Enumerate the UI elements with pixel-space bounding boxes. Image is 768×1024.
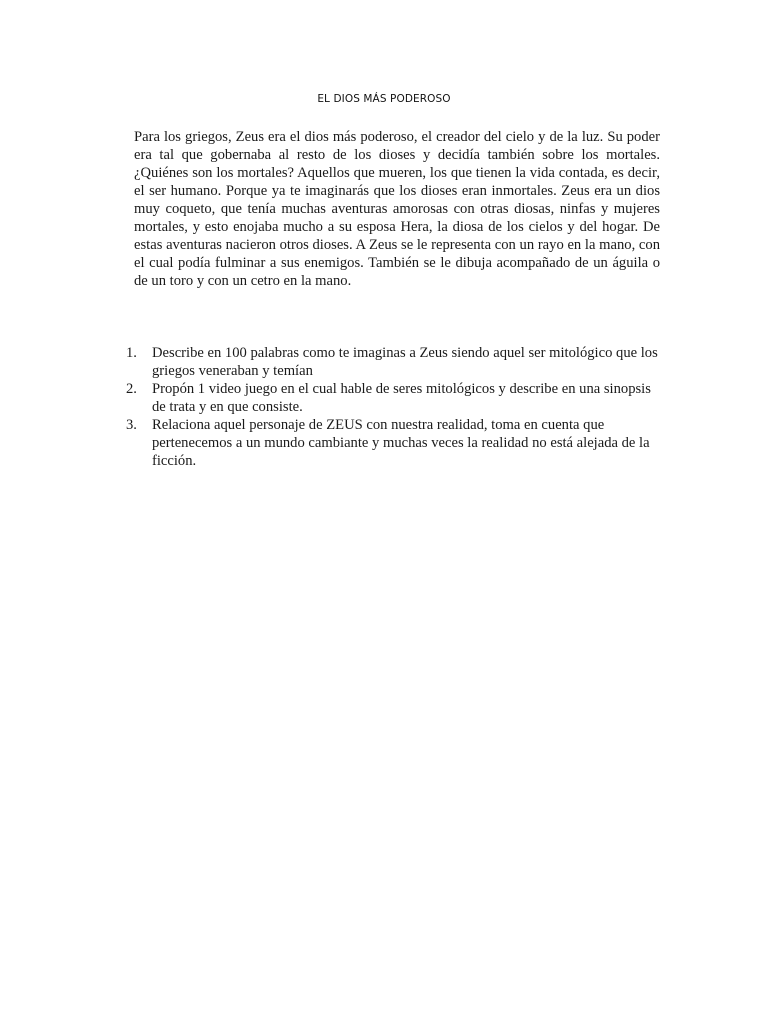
- question-text: Relaciona aquel personaje de ZEUS con nuestra realidad, toma en cuenta que pertenecemos a un mundo cambiante y muchas veces la realidad no está alejada de la ficción.: [152, 417, 650, 469]
- question-item: [126, 380, 666, 416]
- question-number: 3.: [126, 417, 137, 433]
- question-item: [126, 416, 666, 470]
- question-number: 1.: [126, 345, 137, 361]
- question-number: 2.: [126, 381, 137, 397]
- question-text: Propón 1 video juego en el cual hable de seres mitológicos y describe en una sinopsis de trata y en que consiste.: [152, 381, 651, 415]
- document-title: EL DIOS MÁS PODEROSO: [317, 93, 451, 105]
- question-list: [126, 344, 666, 470]
- question-item: [126, 344, 666, 380]
- question-text: Describe en 100 palabras como te imaginas a Zeus siendo aquel ser mitológico que los griegos veneraban y temían: [152, 345, 658, 379]
- body-paragraph: Para los griegos, Zeus era el dios más poderoso, el creador del cielo y de la luz. Su poder era tal que gobernaba al resto de los dioses y decidía también sobre los mortales. ¿Quiénes son los mortales? Aquellos que mueren, los que tienen la vida contada, es decir, el ser humano. Porque ya te imaginarás que los dioses eran inmortales. Zeus era un dios muy coqueto, que tenía muchas aventuras amorosas con otras diosas, ninfas y mujeres mortales, y esto enojaba mucho a su esposa Hera, la diosa de los cielos y del hogar. De estas aventuras nacieron otros dioses. A Zeus se le representa con un rayo en la mano, con el cual podía fulminar a sus enemigos. También se le dibuja acompañado de un águila o de un toro y con un cetro en la mano.: [134, 129, 660, 289]
